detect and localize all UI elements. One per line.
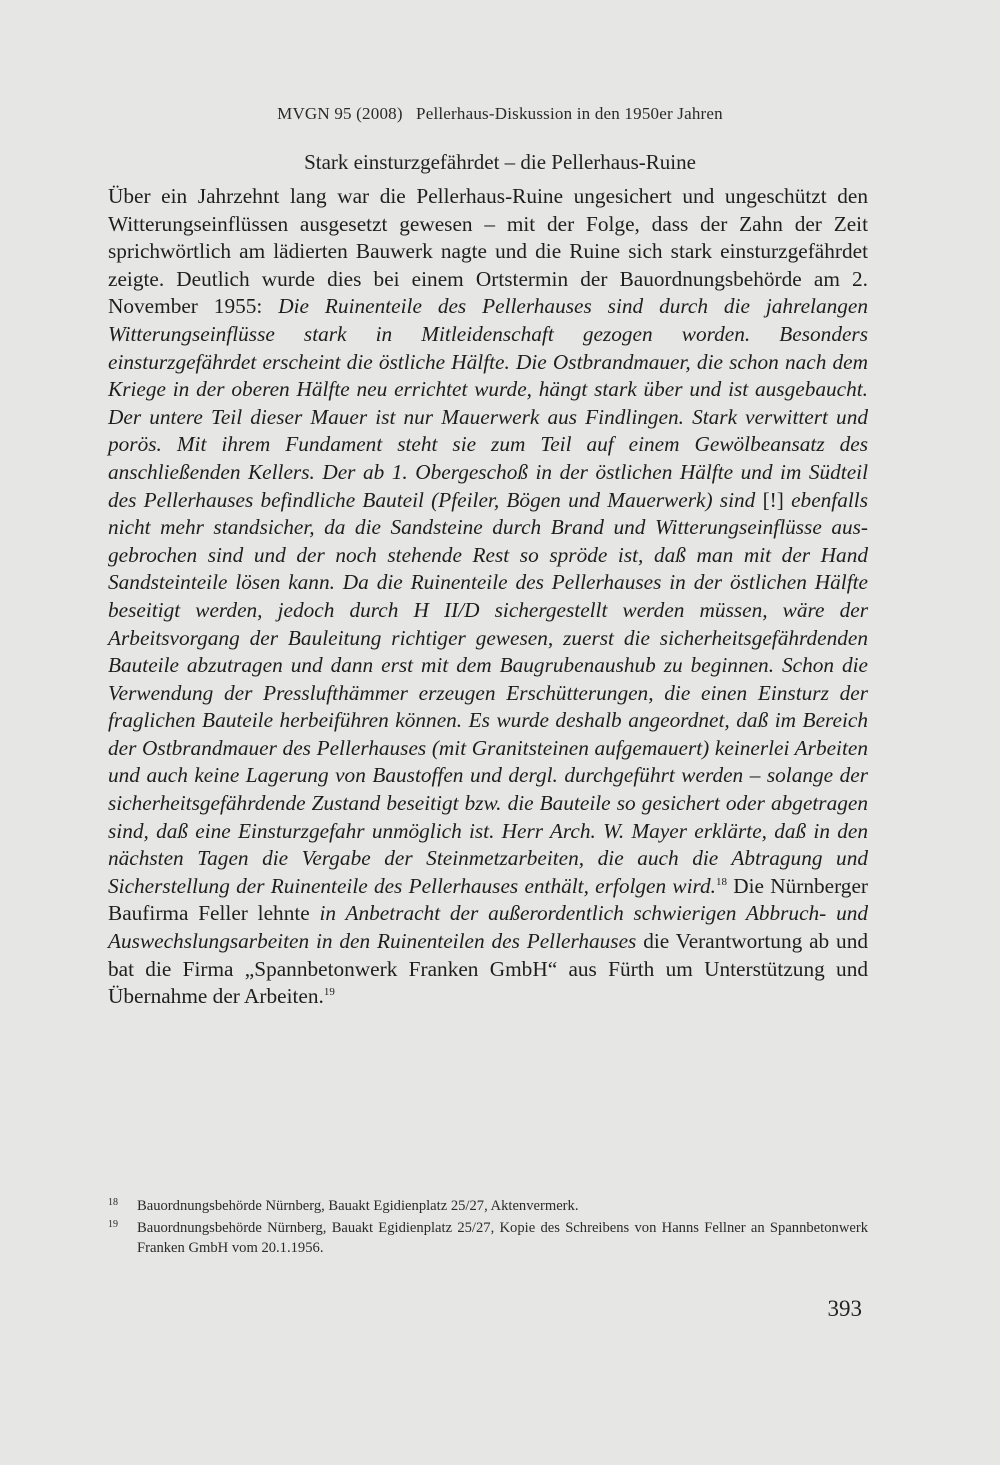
footnote-ref-19: 19 bbox=[323, 986, 335, 999]
footnotes bbox=[108, 1196, 868, 1260]
running-head: MVGN 95 (2008) Pellerhaus-Diskussion in den 1950er Jahren bbox=[277, 104, 723, 123]
body-text-intro: Über ein Jahrzehnt lang war die Pellerhaus-Ruine ungesichert und ungeschützt den Witterungseinflüssen ausgesetzt gewesen – mit der Folge, dass der Zahn der Zeit sprichwörtlich am lädierten Bauwerk nagte und die Ruine sich stark einsturzgefährdet zeigte. Deutlich wurde dies bei einem Ortstermin der Bauordnungsbehörde am 2. November 1955: bbox=[108, 184, 868, 319]
footnote-text: Bauordnungsbehörde Nürnberg, Bauakt Egidienplatz 25/27, Aktenvermerk. bbox=[137, 1198, 579, 1214]
footnote bbox=[108, 1218, 868, 1258]
footnote bbox=[108, 1196, 868, 1216]
quote-part-3: in Anbetracht der außerordentlich schwierigen Abbruch- und Auswechslungsarbeiten in den Ruinenteilen des Pellerhauses bbox=[108, 901, 869, 954]
quote-part-2: ebenfalls nicht mehr standsicher, da die Sandsteine durch Brand und Witterungseinflüsse ausgebrochen sind und der noch stehende Rest so spröde ist, daß man mit der Hand Sandsteinteile lösen kann. Da die Ruinenteile des Pellerhauses in der östlichen Hälfte beseitigt werden, jedoch durch H II/D sichergestellt werden müssen, wäre der Arbeitsvorgang der Bauleitung richtiger gewesen, zuerst die sicherheitsgefährdenden Bauteile abzutragen und dann erst mit dem Baugrubenaushub zu beginnen. Schon die Verwendung der Presslufthämmer erzeugen Erschütterungen, die einen Einsturz der fraglichen Bauteile herbeiführen können. Es wurde deshalb angeordnet, daß im Bereich der Ostbrandmauer des Pellerhauses (mit Granitsteinen aufgemauert) keinerlei Arbeiten und auch keine Lagerung von Baustoffen und dergl. durchgeführt werden – solange der sicherheitsgefährdende Zustand beseitigt bzw. die Bauteile so gesichert oder abgetragen sind, daß eine Einsturzgefahr unmöglich ist. Herr Arch. W. Mayer erklärte, daß in den nächsten Tagen die Vergabe der Steinmetzarbeiten, die auch die Abtragung und Sicherstellung der Ruinenteile des Pellerhauses enthält, erfolgen wird. bbox=[108, 487, 868, 898]
footnote-number: 18 bbox=[108, 1197, 118, 1208]
body-text-middle: Die Nürnberger Baufirma Feller lehnte bbox=[108, 873, 868, 926]
body-text-end: die Verantwortung ab und bat die Firma „Spannbetonwerk Franken GmbH“ aus Fürth um Unterstützung und Übernahme der Arbeiten. bbox=[108, 929, 868, 1009]
footnote-number: 19 bbox=[108, 1219, 118, 1230]
page-number: 393 bbox=[827, 1296, 862, 1321]
body-paragraph bbox=[108, 183, 868, 1011]
footnote-ref-18: 18 bbox=[715, 875, 727, 888]
section-title: Stark einsturzgefährdet – die Pellerhaus-Ruine bbox=[304, 150, 696, 174]
quote-part-1: Die Ruinenteile des Pellerhauses sind durch die jahrelangen Witterungseinflüsse stark in Mitleidenschaft gezogen worden. Besonders einsturzgefährdet erscheint die östliche Hälfte. Die Ostbrandmauer, die schon nach dem Kriege in der oberen Hälfte neu errichtet wurde, hängt stark über und ist ausgebaucht. Der untere Teil dieser Mauer ist nur Mauerwerk aus Findlingen. Stark verwittert und porös. Mit ihrem Fundament steht sie zum Teil auf einem Gewölbeansatz des anschließenden Kellers. Der ab 1. Obergeschoß in der östlichen Hälfte und im Südteil des Pellerhauses befindliche Bauteil (Pfeiler, Bögen und Mauerwerk) sind bbox=[108, 294, 868, 512]
editorial-bracket: [!] bbox=[762, 487, 784, 512]
footnote-text: Bauordnungsbehörde Nürnberg, Bauakt Egidienplatz 25/27, Kopie des Schreibens von Hanns Fellner an Spannbetonwerk Franken GmbH vom 20.1.1956. bbox=[137, 1220, 868, 1256]
